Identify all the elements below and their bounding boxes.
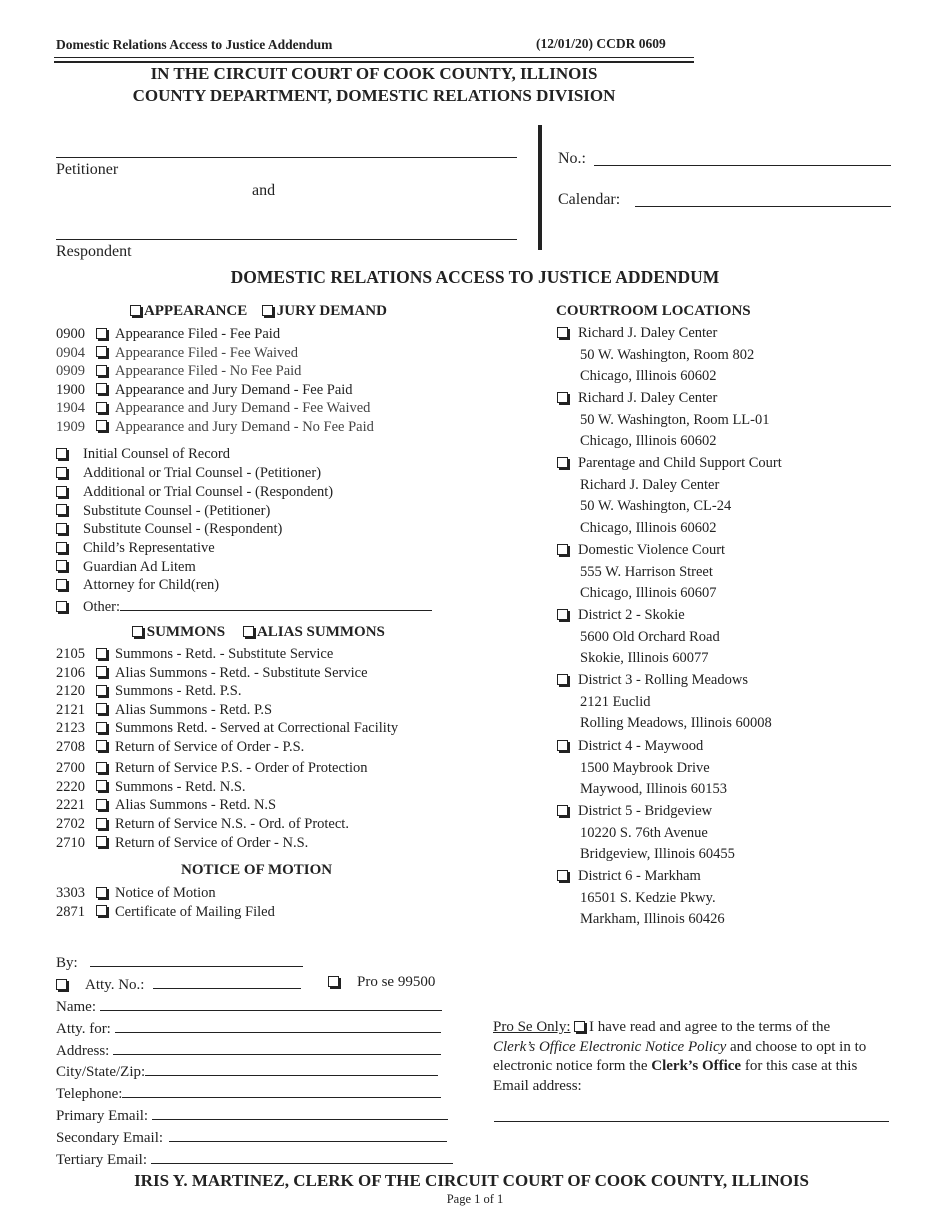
summons-checkbox[interactable] (132, 626, 143, 637)
alias-summons-heading: ALIAS SUMMONS (243, 624, 385, 641)
counsel-item[interactable]: Guardian Ad Litem (56, 559, 196, 576)
location-daley-ll01[interactable]: Richard J. Daley Center 50 W. Washington, Room LL-01 Chicago, Illinois 60602 (557, 388, 769, 453)
checkbox-icon[interactable] (56, 504, 67, 515)
checkbox-icon[interactable] (96, 402, 107, 413)
checkbox-icon[interactable] (96, 648, 107, 659)
checkbox-icon[interactable] (56, 560, 67, 571)
checkbox-icon[interactable] (96, 666, 107, 677)
checkbox-icon[interactable] (557, 457, 568, 468)
checkbox-icon[interactable] (56, 579, 67, 590)
name-field[interactable]: Name: (56, 996, 442, 1016)
checkbox-icon[interactable] (56, 601, 67, 612)
location-domestic-violence[interactable]: Domestic Violence Court 555 W. Harrison Street Chicago, Illinois 60607 (557, 540, 725, 605)
checkbox-icon[interactable] (96, 365, 107, 376)
courtroom-locations-heading: COURTROOM LOCATIONS (556, 303, 751, 319)
counsel-item[interactable]: Initial Counsel of Record (56, 446, 230, 463)
location-markham[interactable]: District 6 - Markham 16501 S. Kedzie Pkwy. Markham, Illinois 60426 (557, 866, 725, 931)
tertiary-email-input[interactable] (151, 1149, 453, 1164)
checkbox-icon[interactable] (96, 722, 107, 733)
atty-no-input[interactable] (153, 974, 301, 989)
respondent-line[interactable] (56, 239, 517, 240)
appearance-item[interactable]: 0904 Appearance Filed - Fee Waived (56, 344, 298, 361)
address-field[interactable]: Address: (56, 1040, 441, 1060)
jury-demand-heading: JURY DEMAND (262, 303, 387, 320)
pro-se-notice: Pro Se Only: I have read and agree to the terms of the Clerk’s Office Electronic Notice Policy and choose to opt in to electronic notice form the Clerk’s Office for this case at this Email address: (493, 1019, 867, 1094)
appearance-item[interactable]: 1904 Appearance and Jury Demand - Fee Waived (56, 400, 371, 416)
page-number: Page 1 of 1 (446, 1192, 504, 1206)
pro-se-optin-checkbox[interactable] (574, 1021, 585, 1032)
pro-se-email-field[interactable] (494, 1121, 889, 1122)
form-title: Domestic Relations Access to Justice Addendum (56, 37, 333, 52)
counsel-item[interactable]: Attorney for Child(ren) (56, 577, 219, 594)
summons-item[interactable]: 2220 Summons - Retd. N.S. (56, 778, 246, 795)
secondary-email-field[interactable]: Secondary Email: (56, 1127, 447, 1147)
summons-item[interactable]: 2710 Return of Service of Order - N.S. (56, 834, 309, 851)
tertiary-email-field[interactable]: Tertiary Email: (56, 1149, 453, 1169)
secondary-email-input[interactable] (169, 1127, 447, 1142)
case-no-field[interactable] (594, 165, 891, 166)
checkbox-icon[interactable] (557, 674, 568, 685)
case-no-label: No.: (558, 150, 586, 167)
checkbox-icon[interactable] (56, 467, 67, 478)
primary-email-field[interactable]: Primary Email: (56, 1105, 448, 1125)
checkbox-icon[interactable] (56, 979, 67, 990)
appearance-item[interactable]: 1909 Appearance and Jury Demand - No Fee Paid (56, 418, 374, 435)
jury-demand-checkbox[interactable] (262, 305, 273, 316)
checkbox-icon[interactable] (96, 703, 107, 714)
checkbox-icon[interactable] (96, 685, 107, 696)
summons-item[interactable]: 2121 Alias Summons - Retd. P.S (56, 701, 273, 718)
city-state-zip-field[interactable]: City/State/Zip: (56, 1061, 438, 1081)
telephone-field[interactable]: Telephone: (56, 1083, 441, 1103)
appearance-item[interactable]: 1900 Appearance and Jury Demand - Fee Paid (56, 381, 353, 398)
checkbox-icon[interactable] (56, 448, 67, 459)
calendar-field[interactable] (635, 206, 891, 207)
checkbox-icon[interactable] (557, 609, 568, 620)
counsel-item[interactable]: Additional or Trial Counsel - (Respondent) (56, 484, 333, 501)
summons-item[interactable]: 2702 Return of Service N.S. - Ord. of Protect. (56, 816, 349, 832)
name-input[interactable] (100, 996, 442, 1011)
counsel-other[interactable]: Other: (56, 596, 432, 616)
document-title: DOMESTIC RELATIONS ACCESS TO JUSTICE ADDENDUM (230, 267, 720, 287)
summons-item[interactable]: 2120 Summons - Retd. P.S. (56, 683, 242, 699)
appearance-checkbox[interactable] (130, 305, 141, 316)
summons-item[interactable]: 2106 Alias Summons - Retd. - Substitute Service (56, 664, 368, 681)
and-label: and (252, 182, 276, 199)
other-field[interactable] (120, 596, 432, 611)
checkbox-icon[interactable] (96, 328, 107, 339)
checkbox-icon[interactable] (328, 976, 339, 987)
checkbox-icon[interactable] (56, 486, 67, 497)
respondent-label: Respondent (56, 243, 132, 260)
atty-no-field[interactable]: Atty. No.: (56, 974, 301, 994)
checkbox-icon[interactable] (96, 383, 107, 394)
summons-heading: SUMMONS (132, 624, 225, 641)
location-skokie[interactable]: District 2 - Skokie 5600 Old Orchard Road Skokie, Illinois 60077 (557, 605, 720, 670)
location-bridgeview[interactable]: District 5 - Bridgeview 10220 S. 76th Avenue Bridgeview, Illinois 60455 (557, 801, 735, 866)
petitioner-line[interactable] (56, 157, 517, 158)
form-code: (12/01/20) CCDR 0609 (536, 36, 666, 51)
appearance-item[interactable]: 0900 Appearance Filed - Fee Paid (56, 326, 281, 342)
counsel-item[interactable]: Additional or Trial Counsel - (Petitioner) (56, 465, 321, 482)
motion-item[interactable]: 2871 Certificate of Mailing Filed (56, 903, 275, 920)
checkbox-icon[interactable] (96, 818, 107, 829)
summons-item[interactable]: 2221 Alias Summons - Retd. N.S (56, 797, 277, 813)
checkbox-icon[interactable] (96, 905, 107, 916)
summons-item[interactable]: 2700 Return of Service P.S. - Order of Protection (56, 760, 368, 776)
by-field[interactable]: By: (56, 952, 303, 972)
checkbox-icon[interactable] (96, 836, 107, 847)
address-input[interactable] (113, 1040, 441, 1055)
location-parentage-court[interactable]: Parentage and Child Support Court Richard J. Daley Center 50 W. Washington, CL-24 Chicago, Illinois 60602 (557, 453, 782, 540)
checkbox-icon[interactable] (96, 346, 107, 357)
checkbox-icon[interactable] (56, 523, 67, 534)
petitioner-label: Petitioner (56, 161, 119, 178)
checkbox-icon[interactable] (96, 740, 107, 751)
pro-se-option[interactable]: Pro se 99500 (328, 974, 435, 991)
checkbox-icon[interactable] (557, 870, 568, 881)
counsel-item[interactable]: Child’s Representative (56, 540, 215, 557)
header-rule-top (54, 57, 694, 58)
motion-item[interactable]: 3303 Notice of Motion (56, 885, 216, 901)
checkbox-icon[interactable] (96, 780, 107, 791)
counsel-item[interactable]: Substitute Counsel - (Respondent) (56, 521, 282, 538)
court-line-2: COUNTY DEPARTMENT, DOMESTIC RELATIONS DIVISION (132, 86, 616, 105)
checkbox-icon[interactable] (557, 327, 568, 338)
calendar-label: Calendar: (558, 191, 621, 208)
alias-summons-checkbox[interactable] (243, 626, 254, 637)
appearance-item[interactable]: 0909 Appearance Filed - No Fee Paid (56, 363, 302, 379)
by-input[interactable] (90, 952, 303, 967)
checkbox-icon[interactable] (96, 762, 107, 773)
summons-item[interactable]: 2708 Return of Service of Order - P.S. (56, 738, 305, 755)
primary-email-input[interactable] (152, 1105, 448, 1120)
atty-for-field[interactable]: Atty. for: (56, 1018, 441, 1038)
counsel-item[interactable]: Substitute Counsel - (Petitioner) (56, 503, 270, 520)
checkbox-icon[interactable] (96, 887, 107, 898)
court-line-1: IN THE CIRCUIT COURT OF COOK COUNTY, ILLINOIS (150, 64, 598, 83)
clerk-footer: IRIS Y. MARTINEZ, CLERK OF THE CIRCUIT COURT OF COOK COUNTY, ILLINOIS (134, 1171, 809, 1190)
atty-for-input[interactable] (115, 1018, 441, 1033)
location-rolling-meadows[interactable]: District 3 - Rolling Meadows 2121 Euclid Rolling Meadows, Illinois 60008 (557, 670, 772, 735)
checkbox-icon[interactable] (557, 392, 568, 403)
appearance-heading: APPEARANCE (130, 303, 247, 320)
telephone-input[interactable] (122, 1083, 441, 1098)
summons-item[interactable]: 2123 Summons Retd. - Served at Correctional Facility (56, 720, 399, 736)
summons-item[interactable]: 2105 Summons - Retd. - Substitute Service (56, 646, 334, 662)
checkbox-icon[interactable] (96, 420, 107, 431)
checkbox-icon[interactable] (56, 542, 67, 553)
city-state-zip-input[interactable] (145, 1061, 438, 1076)
header-rule-bottom (54, 61, 694, 63)
notice-of-motion-heading: NOTICE OF MOTION (181, 862, 333, 878)
checkbox-icon[interactable] (557, 805, 568, 816)
caption-divider (538, 125, 542, 250)
location-daley-802[interactable]: Richard J. Daley Center 50 W. Washington, Room 802 Chicago, Illinois 60602 (557, 323, 754, 388)
checkbox-icon[interactable] (557, 740, 568, 751)
checkbox-icon[interactable] (96, 799, 107, 810)
location-maywood[interactable]: District 4 - Maywood 1500 Maybrook Drive Maywood, Illinois 60153 (557, 736, 727, 801)
checkbox-icon[interactable] (557, 544, 568, 555)
